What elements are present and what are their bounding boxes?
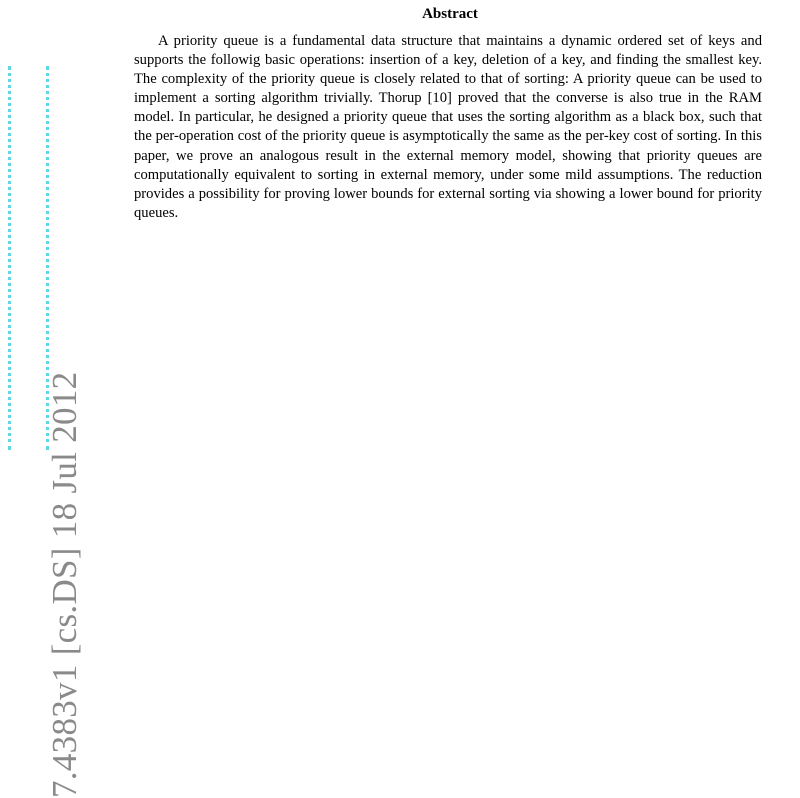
- arxiv-identifier: 7.4383v1 [cs.DS] 18 Jul 2012: [45, 371, 84, 798]
- arxiv-margin-stamp: [8, 68, 84, 798]
- abstract-title: Abstract: [422, 6, 478, 22]
- abstract-body: A priority queue is a fundamental data structure that maintains a dynamic ordered set of keys and supports the followig basic operations: insertion of a key, deletion of a key, and finding the smallest key. The complexity of the priority queue is closely related to that of sorting: A priority queue can be used to implement a sorting algorithm trivially. Thorup [10] proved that the converse is also true in the RAM model. In particular, he designed a priority queue that uses the sorting algorithm as a black box, such that the per-operation cost of the priority queue is asymptotically the same as the per-key cost of sorting. In this paper, we prove an analogous result in the external memory model, showing that priority queues are computationally equivalent to sorting in external memory, under some mild assumptions. The reduction provides a possibility for proving lower bounds for external sorting via showing a lower bound for priority queues.: [134, 33, 762, 221]
- abstract-section: [134, 6, 762, 223]
